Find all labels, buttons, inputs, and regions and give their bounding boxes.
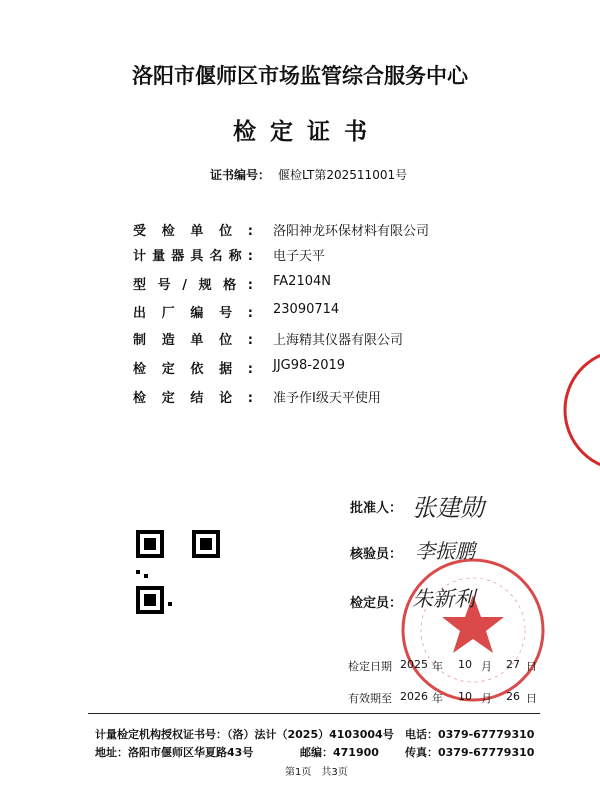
field-value: FA2104N — [273, 274, 331, 289]
postcode-label: 邮编： — [300, 746, 333, 759]
field-row — [133, 302, 553, 322]
divider — [88, 713, 540, 714]
qr-code — [136, 530, 220, 614]
field-label: 出厂编号: — [133, 306, 253, 321]
field-value: 电子天平 — [273, 249, 326, 264]
verify-day: 27 — [506, 658, 520, 671]
verify-date-label: 检定日期 — [348, 660, 392, 673]
verify-year: 2025 — [400, 658, 428, 671]
field-value: JJG98-2019 — [273, 358, 346, 373]
field-row — [133, 358, 553, 378]
verify-month: 10 — [458, 658, 472, 671]
valid-year: 2026 — [400, 690, 428, 703]
cert-no-label: 证书编号： — [210, 168, 271, 182]
postcode — [300, 744, 379, 760]
valid-date — [348, 690, 568, 706]
approver-signature: 张建勋 — [412, 494, 484, 522]
address-value: 洛阳市偃师区华夏路43号 — [128, 746, 254, 759]
field-value: 23090714 — [273, 302, 340, 317]
field-label: 制造单位: — [133, 333, 253, 348]
verify-date — [348, 658, 568, 674]
field-label: 型号/规格: — [133, 278, 253, 293]
day-unit: 日 — [526, 692, 537, 705]
field-value: 准予作I级天平使用 — [273, 391, 381, 406]
fax-value: 0379-67779310 — [438, 746, 535, 759]
qr-module — [200, 538, 212, 550]
field-row — [133, 274, 553, 294]
valid-day: 26 — [506, 690, 520, 703]
month-unit: 月 — [481, 692, 492, 705]
verifier-signature: 李振鹏 — [415, 539, 475, 563]
cert-no-value: 偃检LT第202511001号 — [278, 168, 408, 182]
phone-value: 0379-67779310 — [438, 728, 535, 741]
field-value: 上海精其仪器有限公司 — [273, 333, 404, 348]
day-unit: 日 — [526, 660, 537, 673]
valid-date-label: 有效期至 — [348, 692, 392, 705]
month-unit: 月 — [481, 660, 492, 673]
address-label: 地址： — [95, 746, 128, 759]
field-label: 计量器具名称: — [133, 249, 253, 264]
address — [95, 744, 253, 760]
field-row — [133, 245, 553, 265]
phone-label: 电话： — [405, 728, 438, 741]
year-unit: 年 — [432, 692, 443, 705]
document-title: 检定证书 — [233, 119, 381, 145]
field-label: 检定结论: — [133, 391, 253, 406]
field-label: 检定依据: — [133, 362, 253, 377]
field-row — [133, 220, 553, 240]
certificate-number — [210, 166, 407, 183]
page-number: 第1页 共3页 — [285, 767, 348, 778]
inspector-label: 检定员： — [350, 596, 403, 611]
field-row — [133, 329, 553, 349]
qr-module — [144, 538, 156, 550]
qr-module — [136, 570, 140, 574]
inspector-signature: 朱新利 — [412, 587, 475, 611]
fax — [405, 744, 534, 760]
organization-name: 洛阳市偃师区市场监管综合服务中心 — [132, 64, 468, 88]
qr-module — [144, 574, 148, 578]
qr-module — [144, 594, 156, 606]
valid-month: 10 — [458, 690, 472, 703]
qr-module — [168, 602, 172, 606]
official-stamp — [398, 555, 548, 705]
year-unit: 年 — [432, 660, 443, 673]
field-row — [133, 387, 553, 407]
field-label: 受检单位: — [133, 224, 253, 239]
auth-value: （洛）法计（2025）4103004号 — [227, 728, 394, 741]
postcode-value: 471900 — [333, 746, 379, 759]
auth-cert — [95, 726, 394, 742]
field-value: 洛阳神龙环保材料有限公司 — [273, 224, 430, 239]
edge-stamp — [555, 345, 600, 475]
phone — [405, 726, 534, 742]
approver-label: 批准人： — [350, 501, 403, 516]
verifier-label: 核验员： — [350, 547, 403, 562]
auth-label: 计量检定机构授权证书号： — [95, 728, 227, 741]
fax-label: 传真： — [405, 746, 438, 759]
